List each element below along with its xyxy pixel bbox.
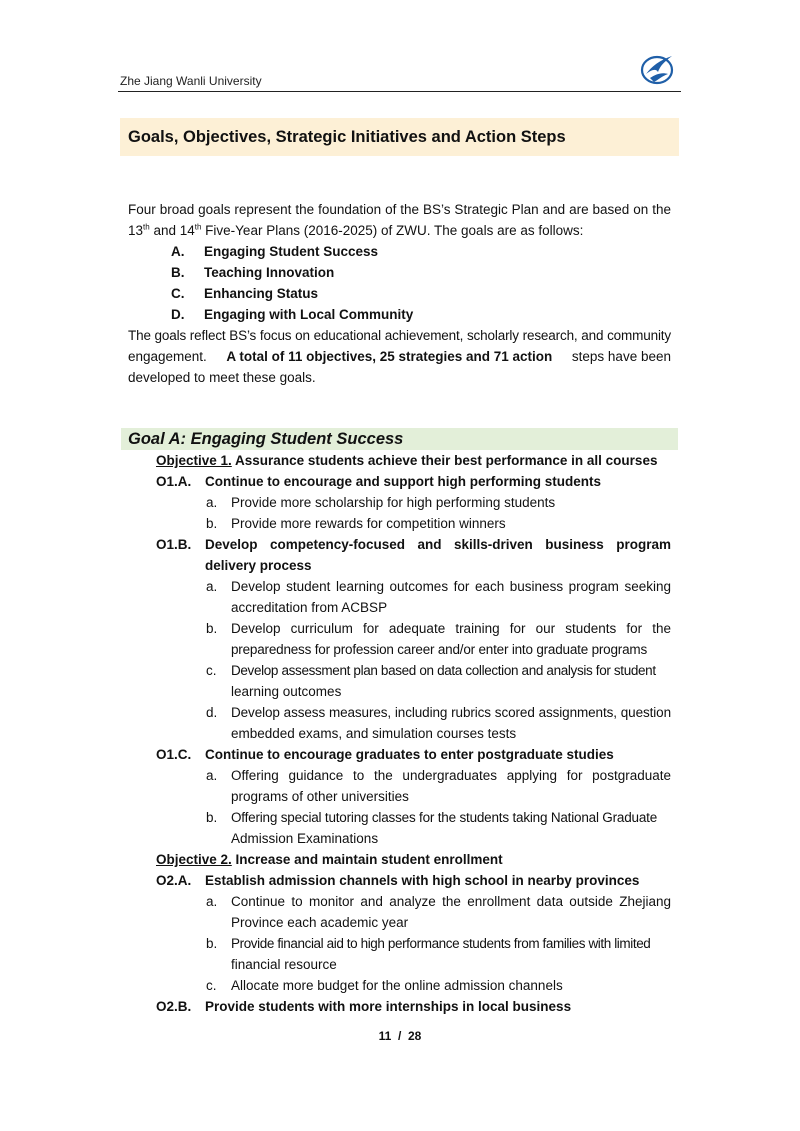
goal-list-letter: B.	[171, 265, 185, 280]
action-step: learning outcomes	[231, 684, 342, 699]
goal-list-item: Engaging Student Success	[204, 244, 379, 259]
goal-list-letter: D.	[171, 307, 185, 322]
action-letter: c.	[206, 978, 217, 993]
action-step: Allocate more budget for the online admission channels	[231, 978, 563, 993]
action-step: Provide more rewards for competition winners	[231, 516, 506, 531]
action-letter: a.	[206, 768, 218, 783]
goal-list-item: Engaging with Local Community	[204, 307, 414, 322]
university-logo-icon	[638, 52, 676, 86]
reflect-line-2: engagement. A total of 11 objectives, 25 strategies and 71 action steps have been	[128, 349, 671, 364]
action-letter: a.	[206, 579, 218, 594]
goal-list-letter: A.	[171, 244, 185, 259]
action-step: preparedness for profession career and/or enter into graduate programs	[231, 642, 647, 657]
action-step: Develop student learning outcomes for each business program seeking	[231, 579, 671, 594]
action-step: Provide more scholarship for high performing students	[231, 495, 556, 510]
objective-1-heading: Objective 1. Assurance students achieve their best performance in all courses	[156, 453, 658, 468]
action-letter: b.	[206, 936, 218, 951]
action-letter: b.	[206, 621, 218, 636]
reflect-line-3: developed to meet these goals.	[128, 370, 316, 385]
action-letter: b.	[206, 516, 218, 531]
reflect-line-1: The goals reflect BS’s focus on educational achievement, scholarly research, and community	[128, 328, 671, 343]
goal-list-item: Teaching Innovation	[204, 265, 335, 280]
section-title: Goals, Objectives, Strategic Initiatives and Action Steps	[120, 118, 679, 156]
strategy-code: O1.A.	[156, 474, 192, 489]
action-letter: a.	[206, 495, 218, 510]
action-letter: c.	[206, 663, 217, 678]
strategy-text: Develop competency-focused and skills-driven business program	[205, 537, 671, 552]
strategy-text: delivery process	[205, 558, 312, 573]
action-step: Provide financial aid to high performance students from families with limited	[231, 936, 651, 951]
header-university-name: Zhe Jiang Wanli University	[120, 74, 262, 88]
action-step: Province each academic year	[231, 915, 409, 930]
goal-a-heading: Goal A: Engaging Student Success	[121, 428, 678, 450]
strategy-text: Establish admission channels with high school in nearby provinces	[205, 873, 640, 888]
action-step: Offering guidance to the undergraduates applying for postgraduate	[231, 768, 671, 783]
action-letter: b.	[206, 810, 218, 825]
action-step: Continue to monitor and analyze the enrollment data outside Zhejiang	[231, 894, 671, 909]
intro-line-2: 13th and 14th Five-Year Plans (2016-2025) of ZWU. The goals are as follows:	[128, 222, 584, 238]
strategy-text: Continue to encourage graduates to enter postgraduate studies	[205, 747, 614, 762]
action-step: Develop curriculum for adequate training for our students for the	[231, 621, 671, 636]
header-divider	[118, 91, 681, 92]
action-letter: a.	[206, 894, 218, 909]
objective-2-heading: Objective 2. Increase and maintain student enrollment	[156, 852, 503, 867]
intro-line-1: Four broad goals represent the foundation of the BS’s Strategic Plan and are based on the	[128, 202, 671, 217]
action-step: Develop assess measures, including rubrics scored assignments, question	[231, 705, 671, 720]
action-step: Offering special tutoring classes for the students taking National Graduate	[231, 810, 657, 825]
action-step: financial resource	[231, 957, 337, 972]
action-step: embedded exams, and simulation courses tests	[231, 726, 517, 741]
strategy-code: O2.B.	[156, 999, 192, 1014]
strategy-code: O1.C.	[156, 747, 192, 762]
action-step: accreditation from ACBSP	[231, 600, 388, 615]
goal-list-item: Enhancing Status	[204, 286, 319, 301]
strategy-code: O1.B.	[156, 537, 192, 552]
strategy-code: O2.A.	[156, 873, 192, 888]
strategy-text: Provide students with more internships in local business	[205, 999, 572, 1014]
action-step: Develop assessment plan based on data collection and analysis for student	[231, 663, 656, 678]
action-letter: d.	[206, 705, 218, 720]
page-number: 11 / 28	[378, 1029, 422, 1043]
goal-list-letter: C.	[171, 286, 185, 301]
action-step: Admission Examinations	[231, 831, 379, 846]
strategy-text: Continue to encourage and support high performing students	[205, 474, 601, 489]
action-step: programs of other universities	[231, 789, 409, 804]
